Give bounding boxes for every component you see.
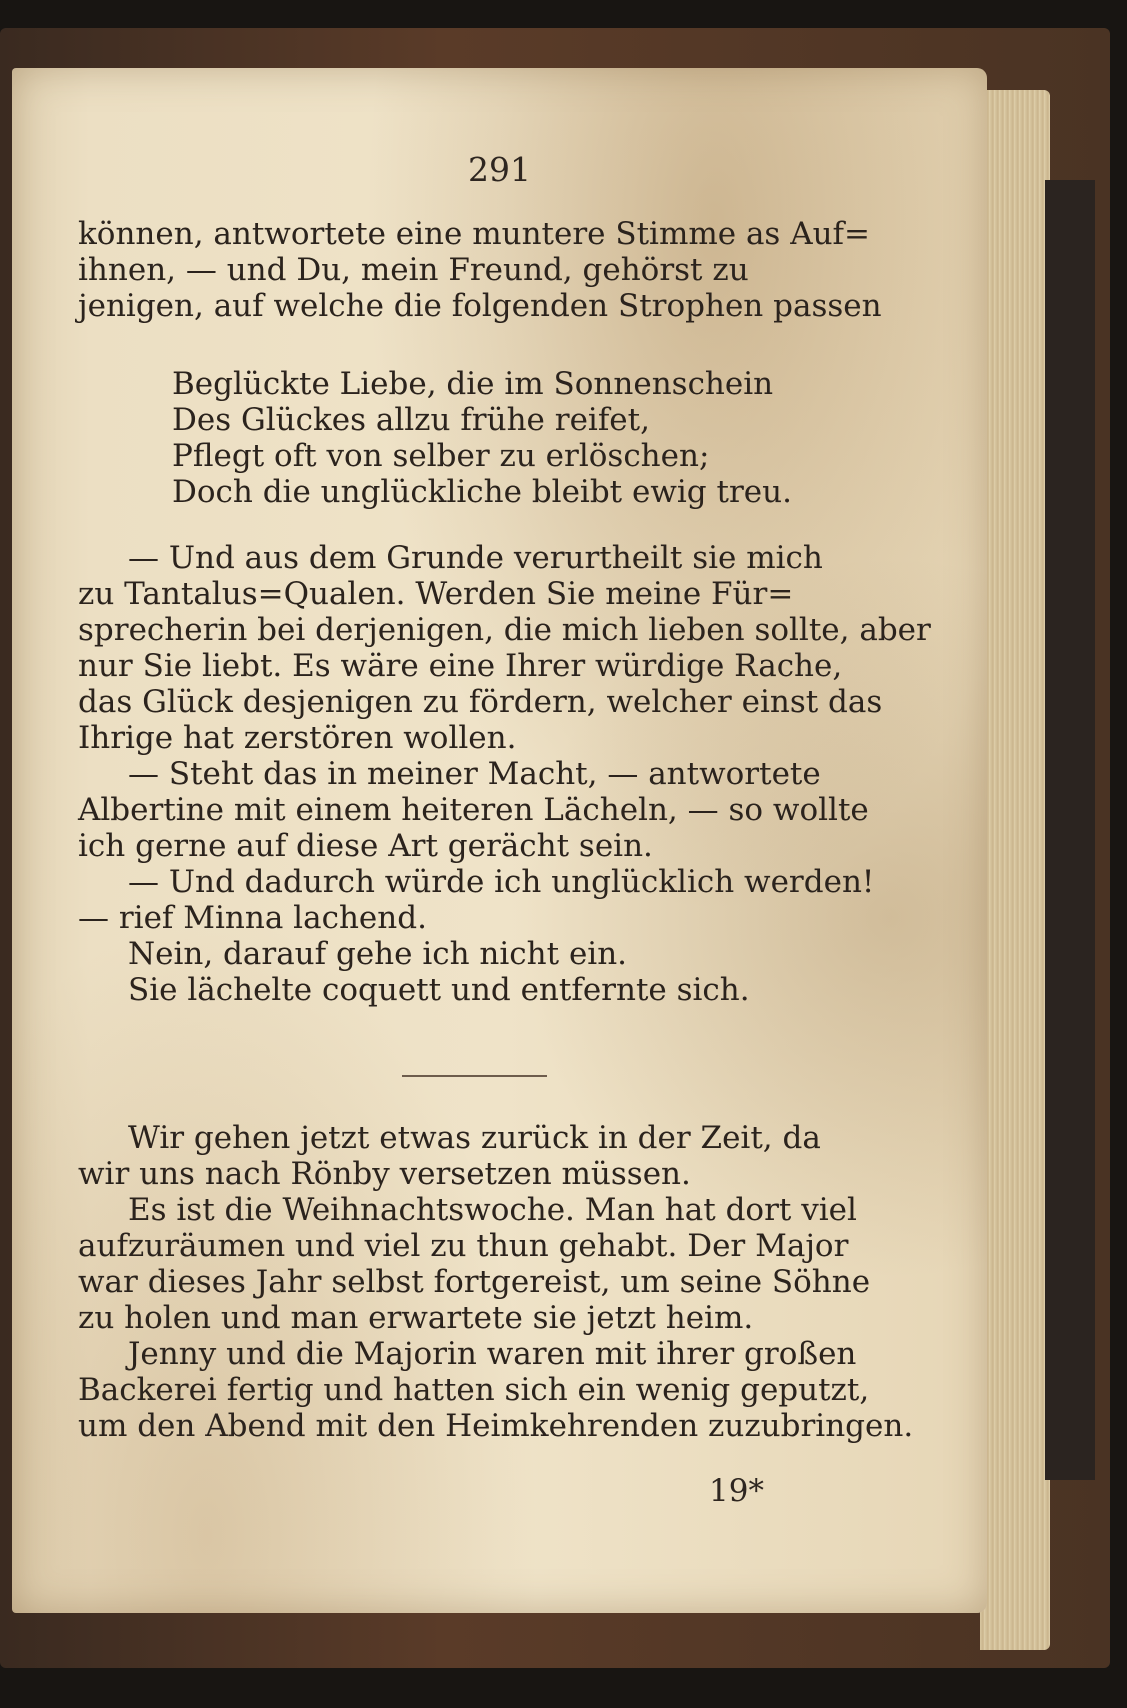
text-line: Backerei fertig und hatten sich ein wenig geputzt, — [78, 1372, 870, 1408]
text-line: Es ist die Weihnachtswoche. Man hat dort viel — [128, 1192, 857, 1228]
paragraph-block-1 — [78, 216, 898, 324]
text-line: Wir gehen jetzt etwas zurück in der Zeit, da — [128, 1120, 821, 1156]
text-line: ihnen, — und Du, mein Freund, gehörst zu — [78, 252, 749, 288]
verse-line: Beglückte Liebe, die im Sonnenschein — [172, 366, 774, 402]
text-line: ich gerne auf diese Art gerächt sein. — [78, 828, 653, 864]
binding-strip — [1045, 180, 1095, 1480]
text-line: zu holen und man erwartete sie jetzt heim. — [78, 1300, 754, 1336]
text-line: — Und aus dem Grunde verurtheilt sie mich — [128, 540, 823, 576]
text-line: Sie lächelte coquett und entfernte sich. — [128, 972, 750, 1008]
page-number: 291 — [468, 150, 531, 189]
book-page — [12, 68, 987, 1613]
text-line: — Steht das in meiner Macht, — antwortete — [128, 756, 821, 792]
text-line: war dieses Jahr selbst fortgereist, um seine Söhne — [78, 1264, 871, 1300]
text-line: jenigen, auf welche die folgenden Strophen passen — [78, 288, 882, 324]
text-line: um den Abend mit den Heimkehrenden zuzubringen. — [78, 1408, 914, 1444]
verse-block — [172, 366, 792, 510]
text-line: — rief Minna lachend. — [78, 900, 427, 936]
paragraph-block-3 — [78, 1120, 914, 1444]
text-line: wir uns nach Rönby versetzen müssen. — [78, 1156, 691, 1192]
text-line: aufzuräumen und viel zu thun gehabt. Der Major — [78, 1228, 849, 1264]
verse-line: Des Glückes allzu frühe reifet, — [172, 402, 650, 438]
text-line: Jenny und die Majorin waren mit ihrer großen — [128, 1336, 857, 1372]
signature-mark: 19* — [709, 1473, 764, 1509]
text-line: Ihrige hat zerstören wollen. — [78, 720, 517, 756]
page-stack-edge — [980, 90, 1050, 1650]
text-line: das Glück desjenigen zu fördern, welcher einst das — [78, 684, 883, 720]
text-line: zu Tantalus=Qualen. Werden Sie meine Für= — [78, 576, 794, 612]
text-line: nur Sie liebt. Es wäre eine Ihrer würdige Rache, — [78, 648, 843, 684]
text-line: — Und dadurch würde ich unglücklich werden! — [128, 864, 875, 900]
section-divider — [402, 1075, 547, 1077]
paragraph-block-2 — [78, 540, 931, 1008]
text-line: Nein, darauf gehe ich nicht ein. — [128, 936, 628, 972]
text-line: Albertine mit einem heiteren Lächeln, — so wollte — [78, 792, 869, 828]
verse-line: Pflegt oft von selber zu erlöschen; — [172, 438, 710, 474]
text-line: können, antwortete eine muntere Stimme as Auf= — [78, 216, 870, 252]
text-line: sprecherin bei derjenigen, die mich lieben sollte, aber — [78, 612, 931, 648]
verse-line: Doch die unglückliche bleibt ewig treu. — [172, 474, 792, 510]
